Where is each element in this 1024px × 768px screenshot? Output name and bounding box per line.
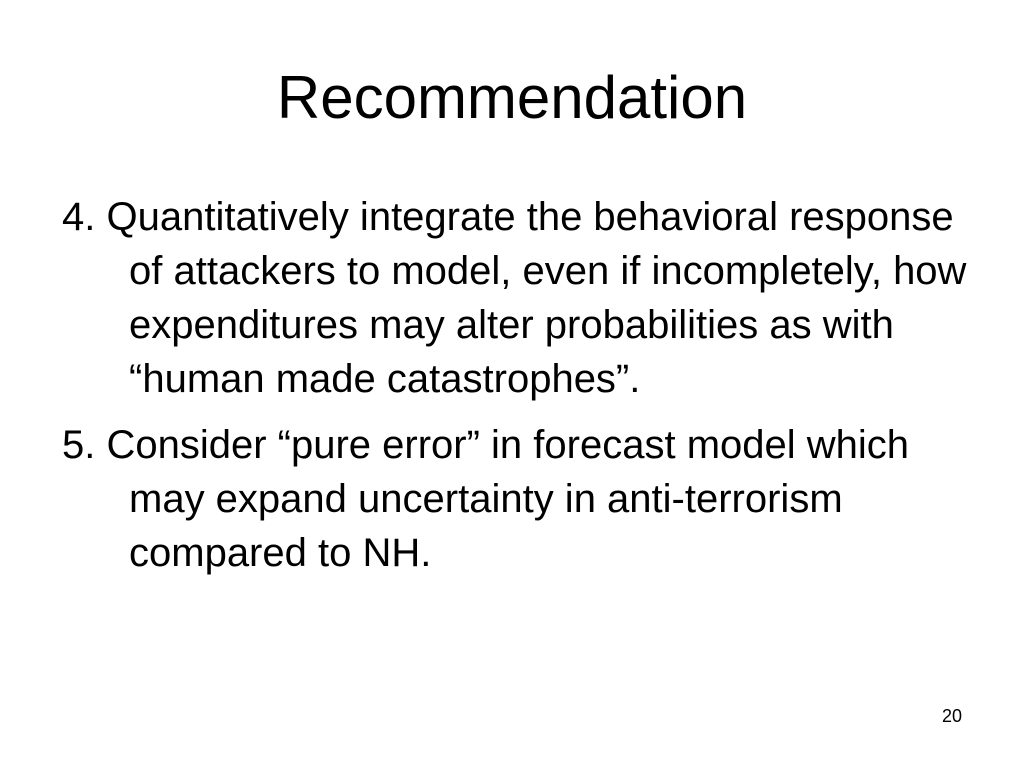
slide-page-number: 20	[941, 706, 962, 726]
slide-title: Recommendation	[276, 64, 748, 131]
recommendation-list	[62, 190, 982, 592]
recommendation-item: 4. Quantitatively integrate the behavioral response of attackers to model, even if incompletely, how expenditures may alter probabilities as with “human made catastrophes”.	[62, 195, 967, 401]
recommendation-item: 5. Consider “pure error” in forecast model which may expand uncertainty in anti-terrorism compared to NH.	[62, 423, 910, 575]
